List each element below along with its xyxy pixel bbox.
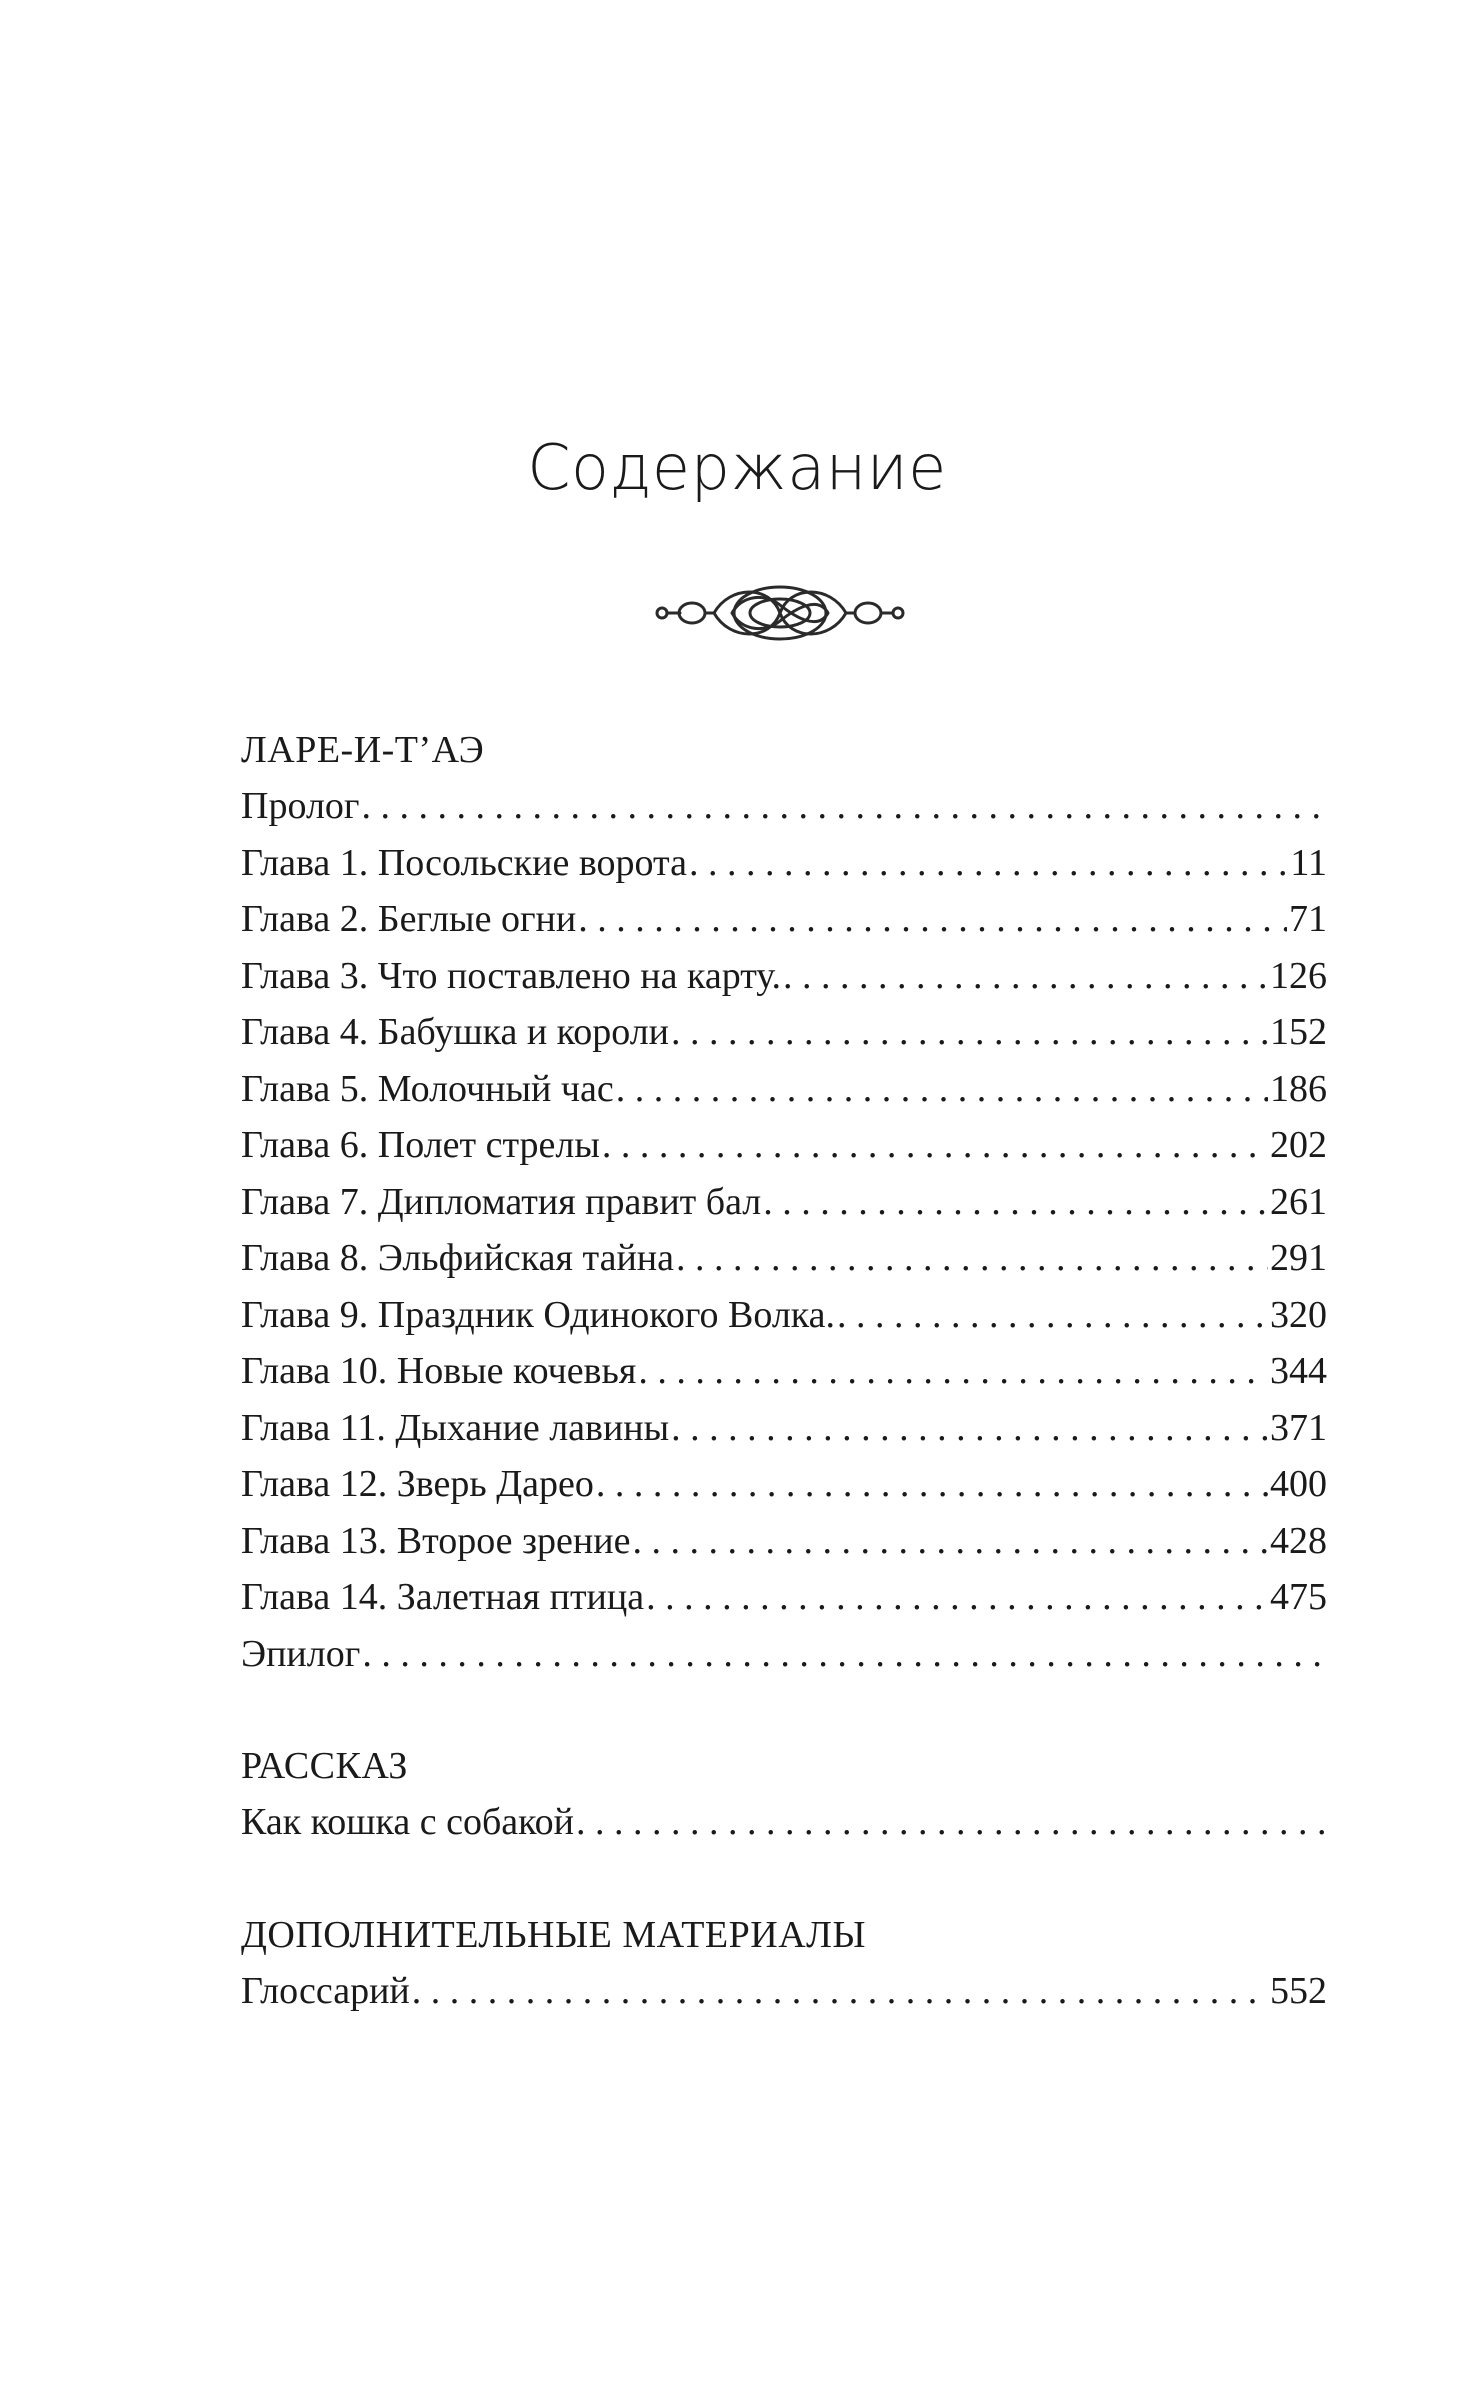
dot-leader	[616, 1061, 1268, 1118]
toc-entry[interactable]	[241, 1343, 1327, 1400]
toc-section-lare-i-tae	[241, 722, 1327, 1682]
section-title: ЛАРЕ-И-Т’АЭ	[241, 729, 485, 771]
entry-label: Глава 12. Зверь Дарео	[241, 1463, 594, 1505]
entry-label: Эпилог	[241, 1632, 361, 1675]
entry-label: Глава 9. Праздник Одинокого Волка.	[241, 1293, 836, 1336]
entry-label: Глава 11. Дыхание лавины	[241, 1406, 670, 1449]
entry-label: Глава 8. Эльфийская тайна	[241, 1237, 674, 1279]
toc-entry[interactable]	[241, 1626, 1327, 1683]
toc-entry[interactable]	[241, 1400, 1327, 1457]
dot-leader	[412, 1963, 1268, 2020]
entry-label: Пролог	[241, 785, 360, 827]
entry-page: 11	[1290, 841, 1327, 884]
entry-label: Глава 5. Молочный час	[241, 1067, 614, 1110]
entry-page: 552	[1270, 1969, 1327, 2012]
dot-leader	[689, 835, 1288, 892]
entry-page: 71	[1289, 898, 1327, 940]
toc-section-extra-materials	[241, 1907, 1327, 2020]
dot-leader	[783, 948, 1268, 1005]
entry-label: Глава 4. Бабушка и короли	[241, 1011, 670, 1053]
section-title: ДОПОЛНИТЕЛЬНЫЕ МАТЕРИАЛЫ	[241, 1913, 867, 1956]
dot-leader	[837, 1287, 1268, 1344]
entry-page: 202	[1270, 1124, 1327, 1166]
toc-entry[interactable]	[241, 1513, 1327, 1570]
entry-label: Глава 3. Что поставлено на карту.	[241, 954, 781, 997]
toc-entry[interactable]	[241, 1456, 1327, 1513]
toc-entry[interactable]	[241, 1004, 1327, 1061]
entry-page: 320	[1270, 1293, 1327, 1336]
toc-entry[interactable]	[241, 1061, 1327, 1118]
dot-leader	[676, 1230, 1268, 1287]
entry-label: Глава 14. Залетная птица	[241, 1576, 645, 1618]
table-of-contents	[241, 722, 1327, 2019]
toc-entry[interactable]	[241, 948, 1327, 1005]
dot-leader	[602, 1117, 1268, 1174]
entry-page: 261	[1270, 1180, 1327, 1223]
dot-leader	[576, 1794, 1325, 1851]
entry-page: 126	[1270, 954, 1327, 997]
toc-entry[interactable]	[241, 891, 1327, 948]
entry-page: 371	[1270, 1406, 1327, 1449]
dot-leader	[671, 1004, 1268, 1061]
toc-entry[interactable]	[241, 778, 1327, 835]
entry-page: 428	[1270, 1519, 1327, 1562]
entry-page: 291	[1270, 1237, 1327, 1279]
toc-entry[interactable]	[241, 835, 1327, 892]
entry-label: Глоссарий	[241, 1969, 410, 2012]
dot-leader	[638, 1343, 1268, 1400]
toc-entry[interactable]	[241, 1174, 1327, 1231]
entry-page: 186	[1270, 1067, 1327, 1110]
dot-leader	[632, 1513, 1268, 1570]
toc-entry[interactable]	[241, 1230, 1327, 1287]
page-title: Содержание	[527, 431, 947, 504]
section-title: РАССКАЗ	[241, 1745, 408, 1787]
entry-page: 475	[1270, 1576, 1327, 1618]
entry-label: Глава 2. Беглые огни	[241, 898, 577, 940]
dot-leader	[362, 1626, 1325, 1683]
celtic-knot-ornament-icon	[650, 575, 910, 651]
entry-label: Глава 7. Дипломатия правит бал	[241, 1180, 762, 1223]
toc-section-story	[241, 1738, 1327, 1851]
dot-leader	[646, 1569, 1268, 1626]
dot-leader	[362, 778, 1326, 835]
toc-entry[interactable]	[241, 1117, 1327, 1174]
entry-label: Глава 6. Полет стрелы	[241, 1124, 600, 1166]
entry-label: Как кошка с собакой	[241, 1801, 575, 1843]
toc-entry[interactable]	[241, 1794, 1327, 1851]
entry-label: Глава 13. Второе зрение	[241, 1519, 631, 1562]
entry-page: 344	[1270, 1350, 1327, 1392]
dot-leader	[763, 1174, 1268, 1231]
dot-leader	[578, 891, 1287, 948]
dot-leader	[671, 1400, 1268, 1457]
toc-entry[interactable]	[241, 1569, 1327, 1626]
entry-page: 152	[1270, 1011, 1327, 1053]
entry-page: 400	[1270, 1463, 1327, 1505]
entry-label: Глава 1. Посольские ворота	[241, 841, 687, 884]
entry-label: Глава 10. Новые кочевья	[241, 1350, 637, 1392]
toc-entry[interactable]	[241, 1963, 1327, 2020]
dot-leader	[596, 1456, 1268, 1513]
toc-entry[interactable]	[241, 1287, 1327, 1344]
